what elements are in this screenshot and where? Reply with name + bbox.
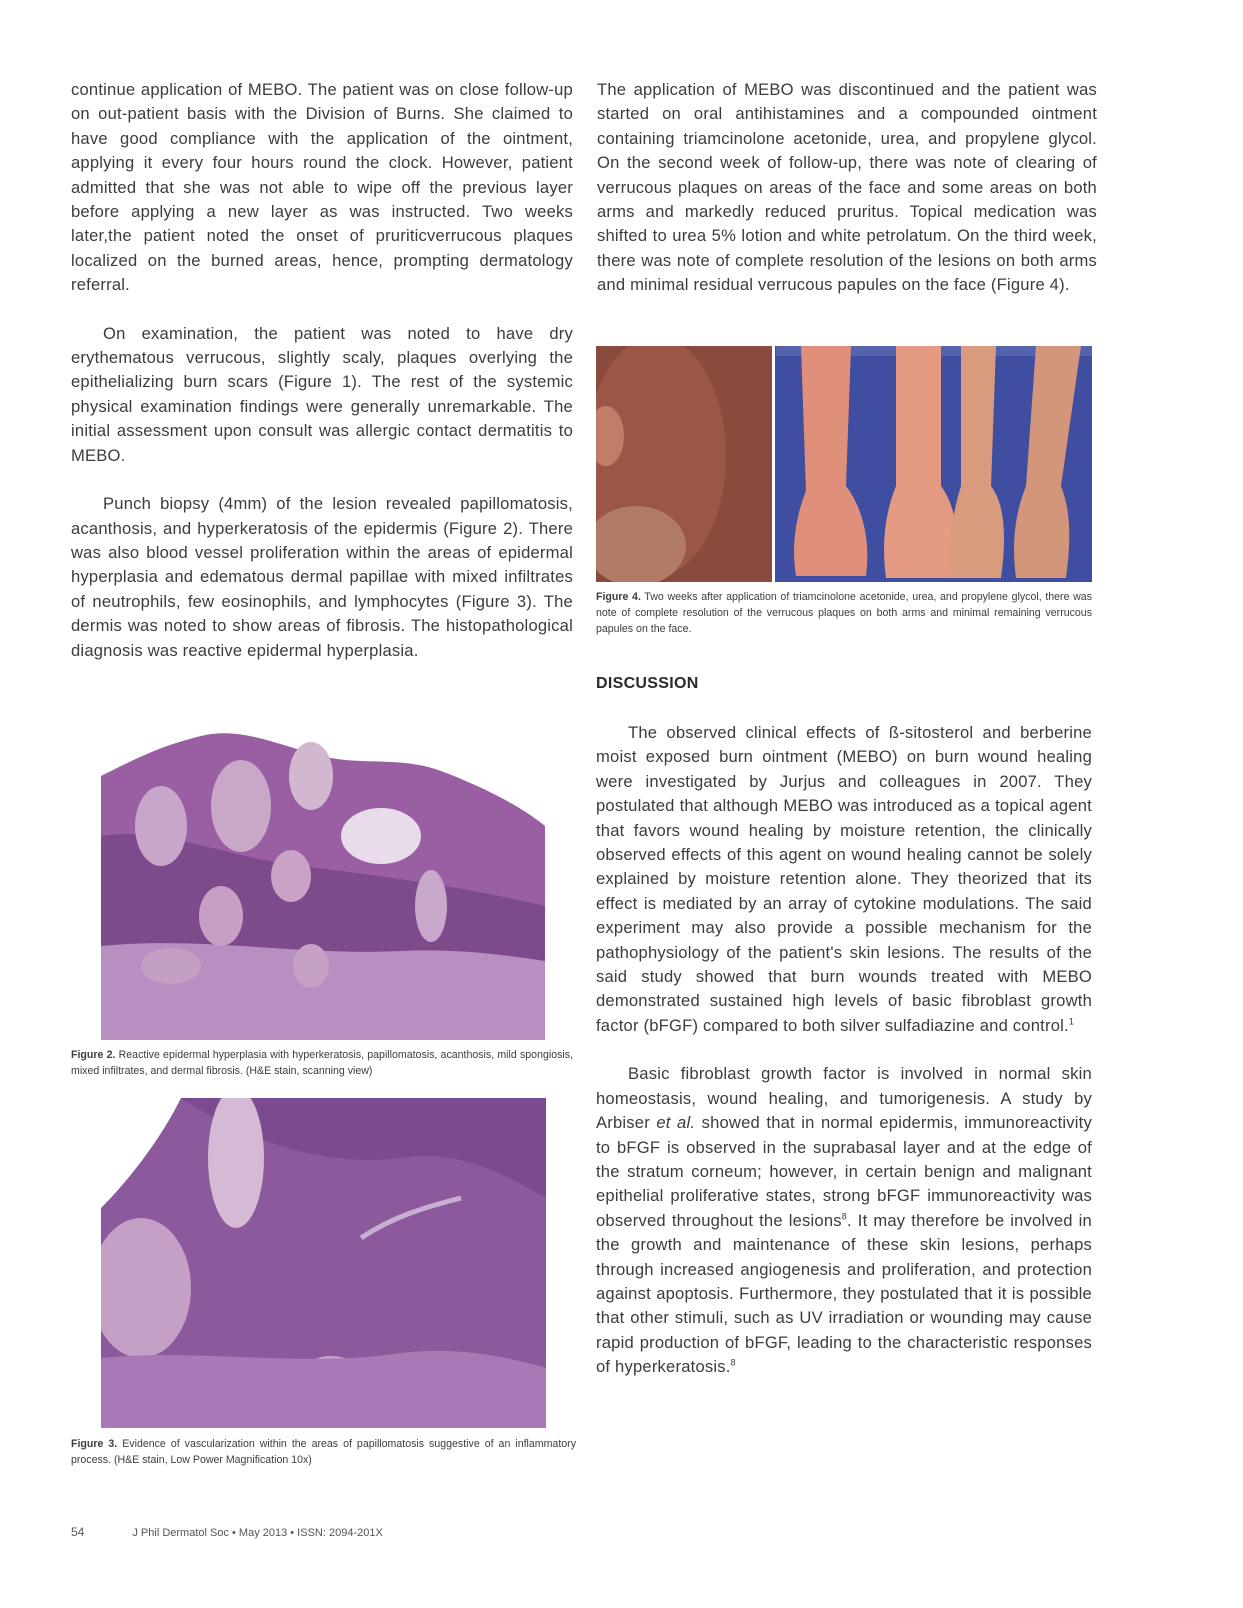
figure-3-text: Evidence of vascularization within the areas of papillomatosis suggestive of an inflammatory process. (H&E stain, Low Power Magnification 10x): [71, 1438, 576, 1466]
left-column: [71, 78, 573, 663]
figure-4-label: Figure 4.: [596, 591, 641, 603]
paragraph-discussion-2: Basic fibroblast growth factor is involved in normal skin homeostasis, wound healing, and tumorigenesis. A study by Arbiser et al. showed that in normal epidermis, immunoreactivity to bFGF is observed in the suprabasal layer and at the edge of the stratum corneum; however, in certain benign and malignant epithelial proliferative states, strong bFGF immunoreactivity was observed throughout the lesions$^8$. It may therefore be involved in the growth and maintenance of these skin lesions, perhaps through increased angiogenesis and proliferation, and protection against apoptosis. Furthermore, they postulated that it is possible that other stimuli, such as UV irradiation or wounding may cause rapid production of bFGF, leading to the characteristic responses of hyperkeratosis.$^8$: [596, 1064, 1092, 1377]
figure-4-text: Two weeks after application of triamcinolone acetonide, urea, and propylene glycol, there was note of complete resolution of the verrucous plaques on both arms and minimal remaining verrucous papules on the face.: [596, 591, 1092, 635]
paragraph-biopsy: Punch biopsy (4mm) of the lesion revealed papillomatosis, acanthosis, and hyperkeratosis of the epidermis (Figure 2). There was also blood vessel proliferation within the areas of epidermal hyperplasia and edematous dermal papillae with mixed infiltrates of neutrophils, few eosinophils, and lymphocytes (Figure 3). The dermis was noted to show areas of fibrosis. The histopathological diagnosis was reactive epidermal hyperplasia.: [71, 494, 573, 660]
paragraph-examination: On examination, the patient was noted to have dry erythematous verrucous, slightly scaly, plaques overlying the epithelializing burn scars (Figure 1). The rest of the systemic physical examination findings were generally unremarkable. The initial assessment upon consult was allergic contact dermatitis to MEBO.: [71, 323, 573, 465]
right-column: [597, 78, 1097, 298]
figure-4-caption: [596, 589, 1092, 637]
figure-2-text: Reactive epidermal hyperplasia with hyperkeratosis, papillomatosis, acanthosis, mild spongiosis, mixed infiltrates, and dermal fibrosis. (H&E stain, scanning view): [71, 1049, 573, 1077]
journal-info: J Phil Dermatol Soc • May 2013 • ISSN: 2094-201X: [132, 1527, 383, 1539]
page-number: 54: [71, 1525, 85, 1539]
figure-3-histology-image: [101, 1098, 546, 1428]
figure-2-caption: [71, 1047, 573, 1079]
paragraph-discussion-1: The observed clinical effects of ß-sitosterol and berberine moist exposed burn ointment (MEBO) on burn wound healing were investigated by Jurjus and colleagues in 2007. They postulated that although MEBO was introduced as a topical agent that favors wound healing by moisture retention, the clinically observed effects of this agent on wound healing cannot be solely explained by moisture retention alone. They theorized that its effect is mediated by an array of cytokine modulations. The said experiment may also provide a possible mechanism for the pathophysiology of the patient's skin lesions. The results of the said study showed that burn wounds treated with MEBO demonstrated sustained high levels of basic fibroblast growth factor (bFGF) compared to both silver sulfadiazine and control.$^1$: [596, 723, 1092, 1035]
discussion-body: [596, 721, 1092, 1380]
page-footer: [71, 1525, 383, 1539]
paragraph-treatment: The application of MEBO was discontinued and the patient was started on oral antihistamines and a compounded ointment containing triamcinolone acetonide, urea, and propylene glycol. On the second week of follow-up, there was note of clearing of verrucous plaques on areas of the face and some areas on both arms and markedly reduced pruritus. Topical medication was shifted to urea 5% lotion and white petrolatum. On the third week, there was note of complete resolution of the lesions on both arms and minimal residual verrucous papules on the face (Figure 4).: [597, 80, 1097, 295]
reference-1: 1: [1068, 1016, 1075, 1027]
paragraph-case-continuation: continue application of MEBO. The patient was on close follow-up on out-patient basis with the Division of Burns. She claimed to have good compliance with the application of the ointment, applying it every four hours round the clock. However, patient admitted that she was not able to wipe off the previous layer before applying a new layer as was instructed. Two weeks later,the patient noted the onset of pruriticverrucous plaques localized on the burned areas, hence, prompting dermatology referral.: [71, 80, 573, 295]
figure-3-label: Figure 3.: [71, 1438, 118, 1450]
figure-2-label: Figure 2.: [71, 1049, 116, 1061]
reference-8-second: 8: [730, 1357, 736, 1368]
figure-3-caption: [71, 1436, 576, 1468]
reference-8: 8: [841, 1211, 848, 1222]
figure-2-histology-image: [101, 716, 545, 1040]
figure-4-clinical-photo: [596, 346, 1092, 582]
discussion-heading: DISCUSSION: [596, 675, 699, 692]
